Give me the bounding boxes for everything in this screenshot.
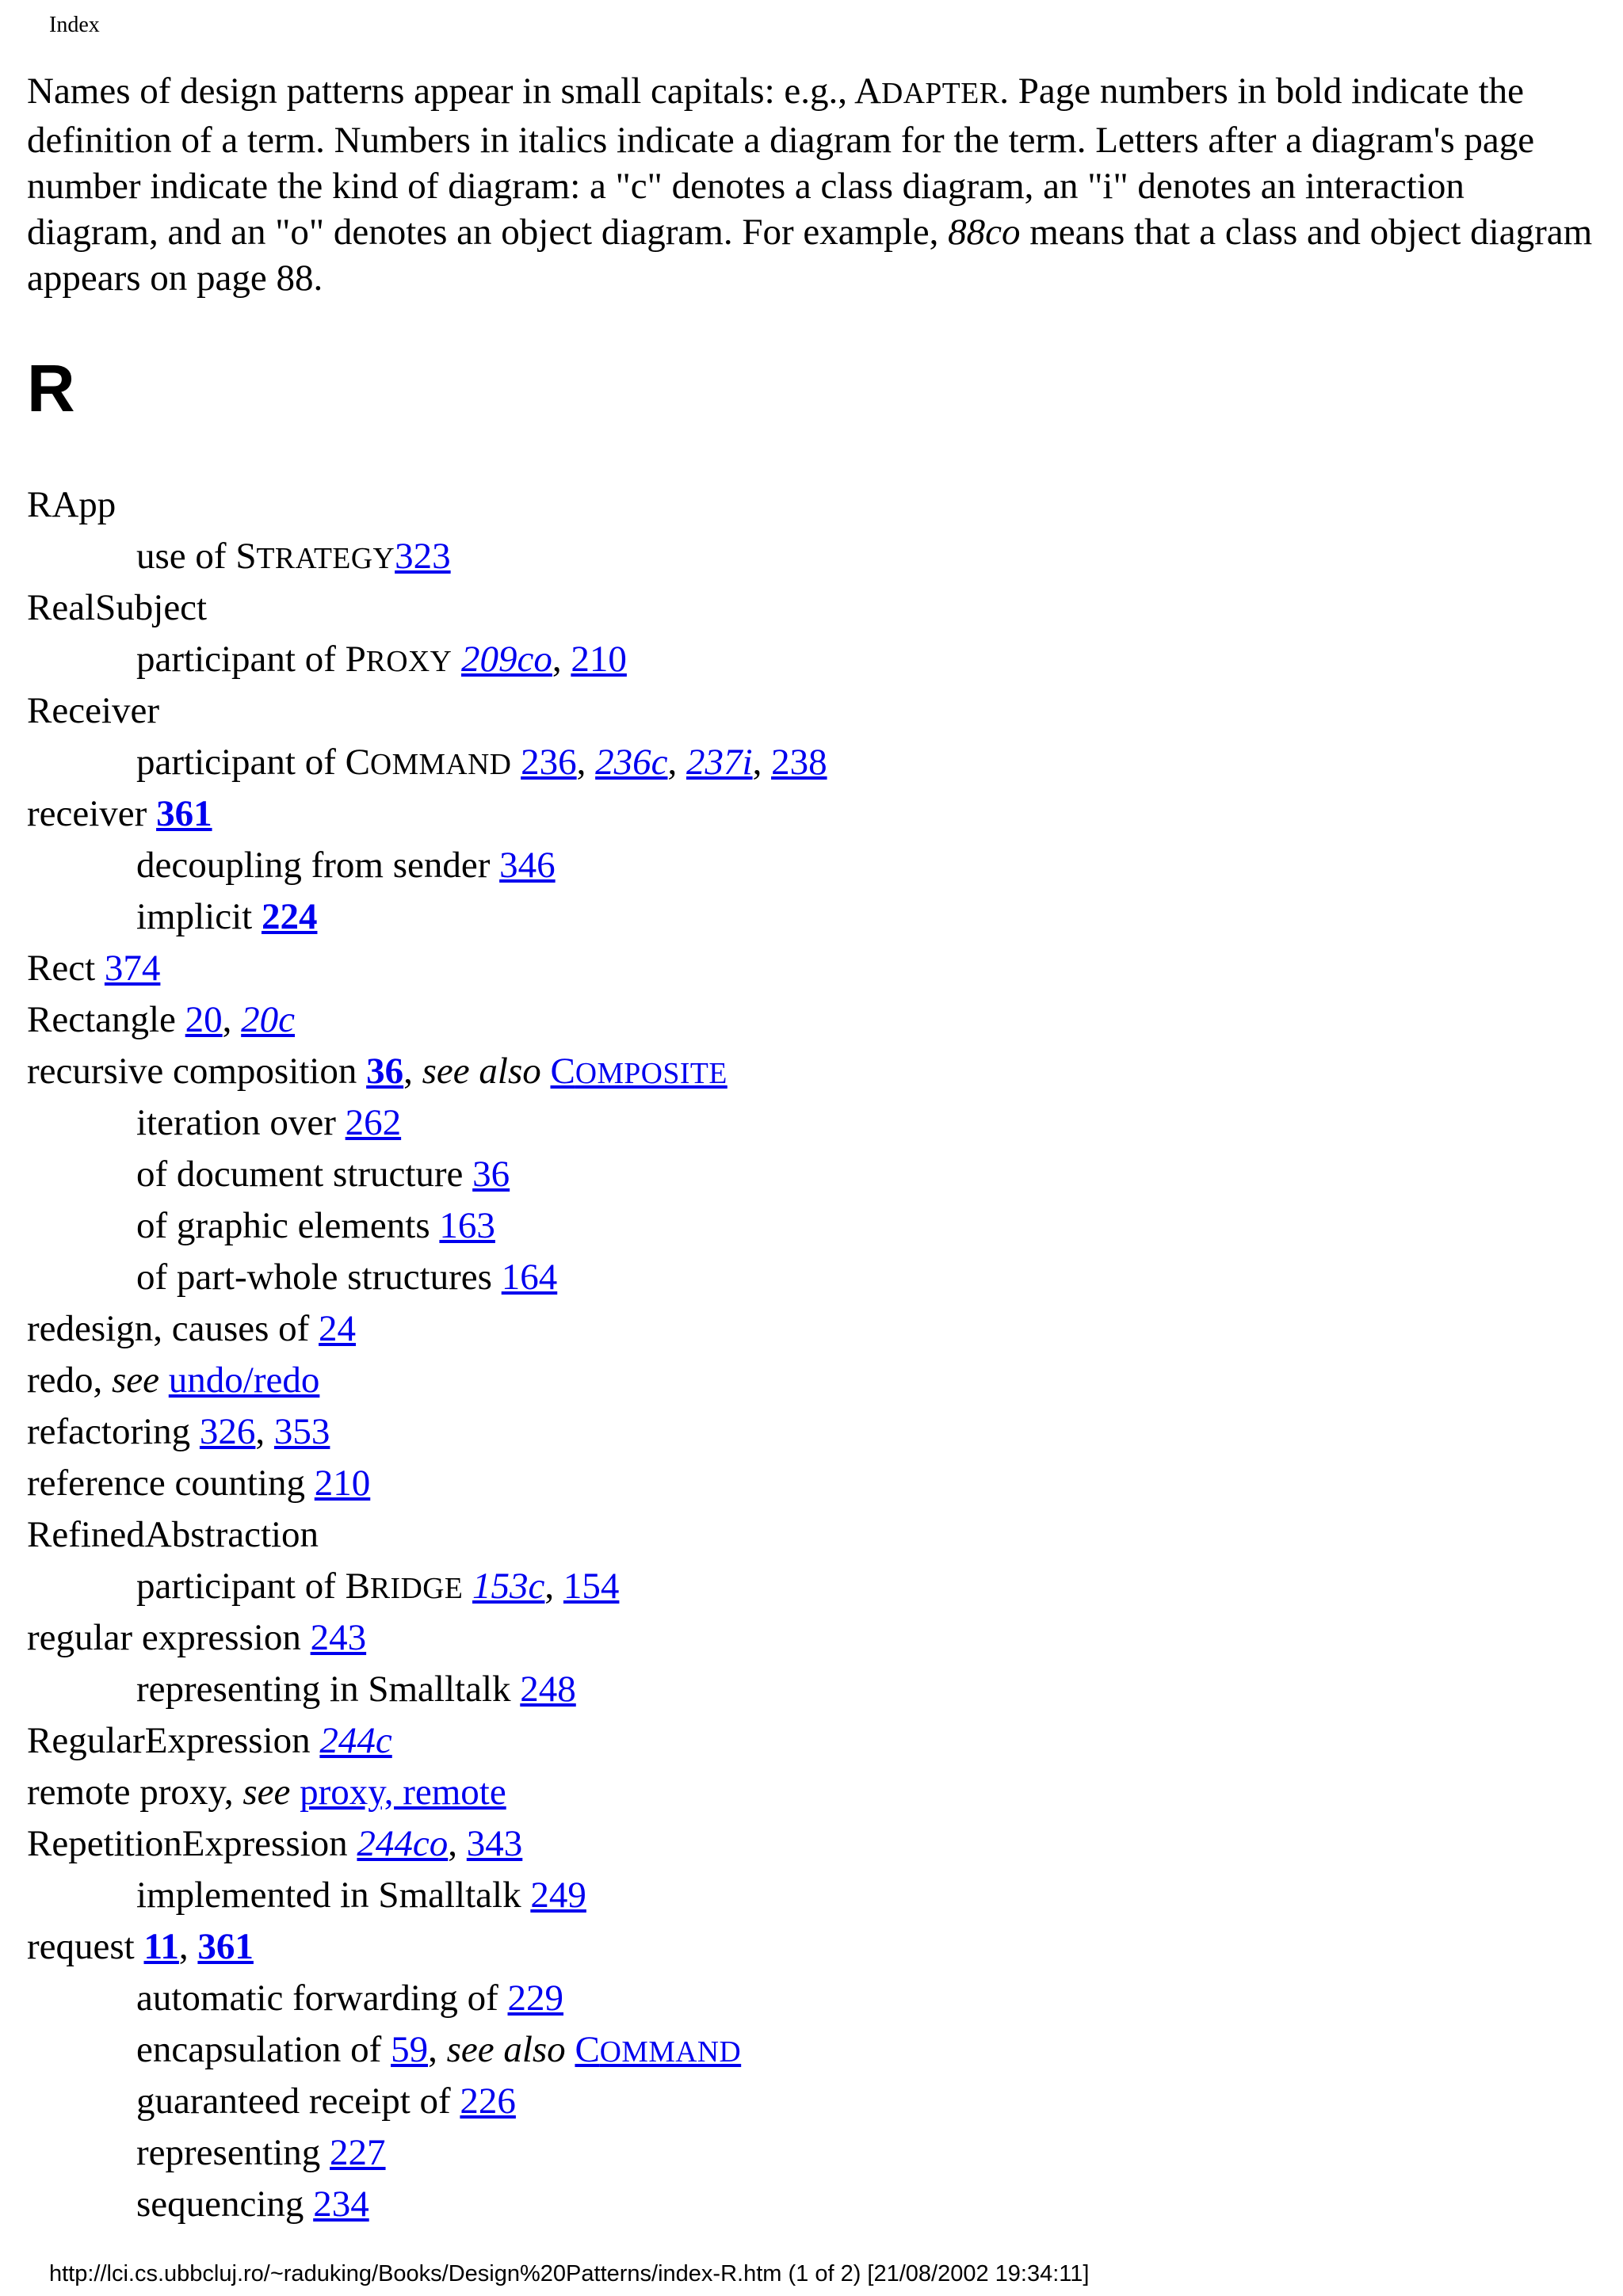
index-entry [27,1046,1596,1097]
entry-text: Rectangle [27,999,185,1040]
page-link[interactable]: proxy, remote [300,1772,506,1813]
entry-text: , [178,1926,198,1967]
page-link[interactable]: 238 [771,742,827,783]
page-link[interactable]: undo/redo [168,1360,320,1401]
index-subentry [27,1097,1596,1149]
index-subentry [27,531,1596,582]
page-link[interactable]: 36 [366,1051,404,1092]
page-link[interactable]: 236 [521,742,577,783]
adapter-small-caps: ADAPTER [854,71,1000,112]
entry-text: representing [136,2132,330,2173]
page-link[interactable]: 361 [156,793,212,834]
entry-text: , [448,1823,467,1864]
page-link[interactable]: 210 [571,639,627,680]
page-link[interactable]: 24 [319,1308,357,1349]
entry-text: remote proxy, [27,1772,243,1813]
page-link[interactable]: 248 [520,1669,576,1710]
index-subentry [27,2127,1596,2179]
entry-text: iteration over [136,1102,346,1143]
entry-text [159,1360,169,1401]
page-link[interactable]: 226 [460,2081,516,2122]
entry-text: implicit [136,896,262,937]
see-also-note: see also [422,1051,541,1092]
index-entry [27,1355,1596,1406]
entry-text [290,1772,300,1813]
entry-text: participant of [136,1566,346,1607]
page-link[interactable]: 210 [314,1463,371,1504]
index-subentry [27,891,1596,943]
index-entry [27,685,1596,737]
page-link[interactable]: 11 [143,1926,179,1967]
page-link[interactable]: 244co [357,1823,449,1864]
page-link[interactable]: 227 [330,2132,386,2173]
entry-text: refactoring [27,1411,200,1452]
section-letter: R [27,351,75,425]
entry-text: implemented in Smalltalk [136,1875,531,1916]
index-subentry [27,1561,1596,1612]
entry-text: of graphic elements [136,1205,440,1246]
page-link[interactable]: 343 [466,1823,523,1864]
page-link[interactable]: 262 [345,1102,402,1143]
index-subentry [27,2076,1596,2127]
index-subentry [27,1973,1596,2024]
see-also-note: see [242,1772,291,1813]
page-link[interactable]: 323 [395,536,451,577]
entry-text: representing in Smalltalk [136,1669,521,1710]
page-link[interactable]: 244c [319,1720,392,1761]
page-link[interactable]: 234 [313,2183,369,2225]
page-link[interactable]: 154 [563,1566,620,1607]
entry-text: recursive composition [27,1051,367,1092]
entry-text: decoupling from sender [136,845,500,886]
index-entry [27,1715,1596,1767]
entry-text: , [752,742,772,783]
entry-text: RepetitionExpression [27,1823,357,1864]
entry-text [511,742,521,783]
entry-text: redesign, causes of [27,1308,319,1349]
index-subentry [27,2024,1596,2076]
pattern-link[interactable]: COMMAND [575,2029,742,2070]
index-entry [27,1767,1596,1818]
page-link[interactable]: 229 [507,1978,564,2019]
entry-text: , [255,1411,274,1452]
entry-text [463,1566,472,1607]
intro-text-3: means that a class and object diagram appears on page 88. [27,212,1593,299]
entry-text: participant of [136,742,346,783]
index-entry [27,788,1596,840]
entry-text: use of [136,536,236,577]
entry-text: RealSubject [27,587,208,628]
entry-text: Receiver [27,690,160,731]
see-also-note: see [112,1360,160,1401]
page-link[interactable]: 153c [472,1566,545,1607]
page-link[interactable]: 164 [501,1257,558,1298]
index-entry-list [27,479,1596,2230]
page-header: Index [49,13,100,37]
page-link[interactable]: 36 [472,1154,510,1195]
entry-text: regular expression [27,1617,311,1658]
entry-text [541,1051,551,1092]
index-entry [27,1458,1596,1509]
page-link[interactable]: 243 [310,1617,367,1658]
entry-text: of document structure [136,1154,473,1195]
entry-text: RefinedAbstraction [27,1514,319,1555]
entry-text: , [667,742,686,783]
pattern-name: STRATEGY [235,536,395,577]
index-entry [27,1406,1596,1458]
intro-example: 88co [948,212,1021,253]
entry-text: request [27,1926,144,1967]
index-entry [27,1509,1596,1561]
index-entry [27,943,1596,994]
entry-text: Rect [27,948,105,989]
index-subentry [27,1149,1596,1200]
page-link[interactable]: 249 [530,1875,586,1916]
entry-text: , [576,742,596,783]
entry-text: of part-whole structures [136,1257,502,1298]
index-entry [27,994,1596,1046]
index-subentry [27,840,1596,891]
page-footer-url: http://lci.cs.ubbcluj.ro/~raduking/Books/Design%20Patterns/index-R.htm (1 of 2) [21/08/2002 19:34:11] [49,2261,1090,2286]
entry-text: encapsulation of [136,2029,391,2070]
index-subentry [27,2179,1596,2230]
page-link[interactable]: 326 [199,1411,256,1452]
index-entry [27,1921,1596,1973]
page-link[interactable]: 236c [595,742,668,783]
index-entry [27,1818,1596,1870]
intro-text-2: . Page numbers in bold indicate the definition of a term. Numbers in italics indicate a diagram for the term. Letters after a diagram's page number indicate the kind of diagram: a "c" denotes a class diagram, an "i" denotes an interaction diagram, and an "o" denotes an object diagram. For example, [27,71,1535,253]
pattern-link[interactable]: COMPOSITE [550,1051,727,1092]
index-subentry [27,634,1596,685]
entry-text: sequencing [136,2183,314,2225]
page-link[interactable]: 20 [185,999,223,1040]
index-entry [27,1303,1596,1355]
entry-text: guaranteed receipt of [136,2081,460,2122]
page-link[interactable]: 361 [197,1926,254,1967]
entry-text: reference counting [27,1463,315,1504]
index-intro [27,68,1596,301]
see-also-note: see also [446,2029,566,2070]
index-entry [27,582,1596,634]
page-link[interactable]: 209co [461,639,552,680]
entry-text: RegularExpression [27,1720,320,1761]
pattern-name: COMMAND [345,742,512,783]
index-subentry [27,1664,1596,1715]
entry-text: , [428,2029,447,2070]
page-link[interactable]: 237i [686,742,753,783]
index-subentry [27,1870,1596,1921]
page-link[interactable]: 374 [104,948,161,989]
page-link[interactable]: 59 [391,2029,429,2070]
entry-text: , [552,639,571,680]
page-link[interactable]: 20c [241,999,296,1040]
page-link[interactable]: 163 [439,1205,495,1246]
entry-text: automatic forwarding of [136,1978,508,2019]
entry-text: receiver [27,793,157,834]
index-entry [27,1612,1596,1664]
entry-text [566,2029,575,2070]
index-subentry [27,1200,1596,1252]
entry-text: RApp [27,484,116,525]
page-link[interactable]: 346 [499,845,556,886]
page-link[interactable]: 353 [273,1411,330,1452]
pattern-name: BRIDGE [345,1566,464,1607]
page-link[interactable]: 224 [261,896,318,937]
entry-text: redo, [27,1360,113,1401]
pattern-name: PROXY [345,639,453,680]
entry-text [452,639,461,680]
entry-text: , [403,1051,422,1092]
entry-text: , [222,999,242,1040]
intro-text-1: Names of design patterns appear in small capitals: e.g., [27,71,855,112]
index-entry [27,479,1596,531]
entry-text: , [544,1566,563,1607]
index-subentry [27,1252,1596,1303]
index-subentry [27,737,1596,788]
entry-text: participant of [136,639,346,680]
